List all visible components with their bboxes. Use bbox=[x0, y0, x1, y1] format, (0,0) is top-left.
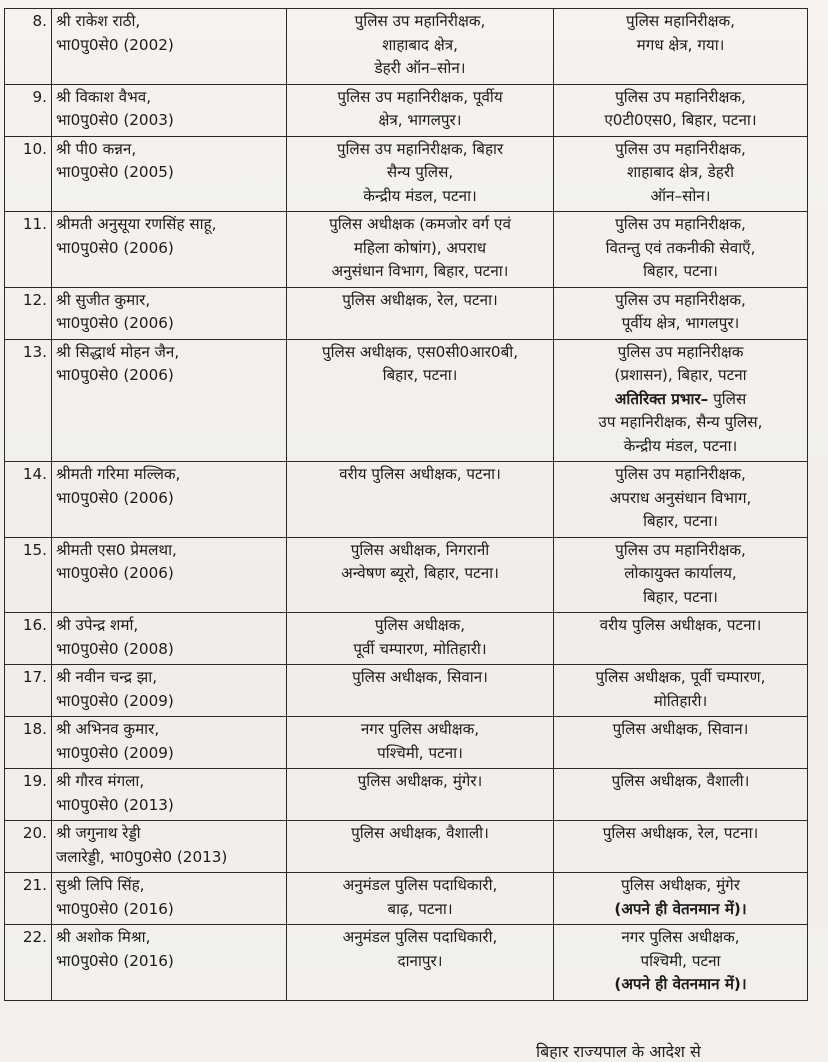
new-posting-line: पुलिस उप महानिरीक्षक, bbox=[615, 139, 746, 158]
table-row bbox=[5, 769, 808, 821]
officer-name-line: श्री विकाश वैभव, bbox=[56, 87, 152, 106]
new-posting bbox=[554, 537, 808, 613]
table-row bbox=[5, 136, 808, 212]
officer-name-line: भा0पु0से0 (2016) bbox=[56, 951, 174, 970]
current-posting bbox=[287, 136, 554, 212]
officer-name-line: श्री नवीन चन्द्र झा, bbox=[56, 668, 158, 686]
new-posting-line: मोतिहारी। bbox=[653, 691, 708, 710]
officer-name bbox=[52, 537, 287, 613]
current-posting-line: पुलिस उप महानिरीक्षक, bbox=[354, 12, 486, 30]
new-posting-line: पूर्वीय क्षेत्र, भागलपुर। bbox=[621, 314, 740, 332]
new-posting-line: बिहार, पटना। bbox=[643, 587, 718, 606]
new-posting-line: ऑन–सोन। bbox=[650, 186, 711, 205]
new-posting-line: वितन्तु एवं तकनीकी सेवाऍं, bbox=[605, 238, 756, 257]
officer-name-line: श्री सिद्धार्थ मोहन जैन, bbox=[56, 342, 180, 361]
officer-name bbox=[52, 665, 287, 717]
current-posting-line: केन्द्रीय मंडल, पटना। bbox=[363, 186, 477, 205]
new-posting-line: पुलिस उप महानिरीक्षक, bbox=[615, 465, 746, 483]
current-posting bbox=[287, 613, 554, 665]
current-posting bbox=[287, 9, 554, 85]
new-posting bbox=[554, 873, 808, 925]
table-body bbox=[5, 9, 808, 1001]
serial-number: 16. bbox=[5, 613, 52, 665]
new-posting-line: पुलिस उप महानिरीक्षक, bbox=[615, 215, 746, 233]
officer-name-line: भा0पु0से0 (2016) bbox=[56, 899, 174, 918]
table-row bbox=[5, 613, 808, 665]
current-posting-line: बिहार, पटना। bbox=[382, 366, 458, 384]
pay-scale-note: (अपने ही वेतनमान में)। bbox=[614, 899, 747, 918]
current-posting bbox=[287, 462, 554, 538]
officer-name bbox=[52, 769, 287, 821]
new-posting-line: वरीय पुलिस अधीक्षक, पटना। bbox=[599, 616, 762, 634]
officer-name-line: भा0पु0से0 (2009) bbox=[56, 691, 174, 710]
officer-name-line: श्री उपेन्द्र शर्मा, bbox=[56, 616, 139, 634]
additional-charge-text: पुलिस bbox=[713, 389, 747, 408]
current-posting bbox=[287, 84, 554, 136]
officer-name-line: श्रीमती अनुसूया रणसिंह साहू, bbox=[56, 215, 217, 233]
officer-name-line: भा0पु0से0 (2002) bbox=[56, 35, 174, 54]
table-row bbox=[5, 821, 808, 873]
officer-name bbox=[52, 212, 287, 288]
serial-number: 20. bbox=[5, 821, 52, 873]
officer-name-line: श्री अभिनव कुमार, bbox=[56, 720, 160, 738]
current-posting-line: पुलिस अधीक्षक, वैशाली। bbox=[351, 824, 489, 842]
officer-name-line: भा0पु0से0 (2006) bbox=[56, 366, 174, 384]
new-posting bbox=[554, 9, 808, 85]
officer-name bbox=[52, 613, 287, 665]
current-posting-line: सैन्य पुलिस, bbox=[386, 163, 454, 181]
officer-name bbox=[52, 821, 287, 873]
new-posting-line: पुलिस अधीक्षक, वैशाली। bbox=[611, 772, 750, 790]
current-posting-line: नगर पुलिस अधीक्षक, bbox=[360, 720, 480, 738]
new-posting bbox=[554, 821, 808, 873]
table-row bbox=[5, 537, 808, 613]
current-posting bbox=[287, 717, 554, 769]
new-posting bbox=[554, 925, 808, 1001]
officer-name bbox=[52, 873, 287, 925]
serial-number: 17. bbox=[5, 665, 52, 717]
current-posting-line: शाहाबाद क्षेत्र, bbox=[382, 35, 458, 54]
new-posting-line: ए0टी0एस0, बिहार, पटना। bbox=[604, 111, 757, 129]
officer-name-line: भा0पु0से0 (2006) bbox=[56, 238, 174, 257]
officer-name bbox=[52, 9, 287, 85]
new-posting bbox=[554, 665, 808, 717]
serial-number: 13. bbox=[5, 339, 52, 462]
current-posting bbox=[287, 873, 554, 925]
officer-name bbox=[52, 84, 287, 136]
officer-name-line: श्री जगुनाथ रेड्डी bbox=[56, 824, 141, 842]
new-posting bbox=[554, 287, 808, 339]
additional-charge-line: उप महानिरीक्षक, सैन्य पुलिस, bbox=[598, 413, 763, 431]
current-posting-line: अनुमंडल पुलिस पदाधिकारी, bbox=[342, 876, 498, 894]
new-posting-line: पुलिस उप महानिरीक्षक bbox=[617, 342, 744, 361]
new-posting bbox=[554, 717, 808, 769]
new-posting-line: पुलिस अधीक्षक, रेल, पटना। bbox=[602, 824, 759, 842]
officer-name-line: भा0पु0से0 (2009) bbox=[56, 743, 174, 762]
officer-name bbox=[52, 717, 287, 769]
current-posting-line: अन्वेषण ब्यूरो, बिहार, पटना। bbox=[341, 564, 499, 582]
table-row bbox=[5, 9, 808, 85]
officer-name-line: भा0पु0से0 (2008) bbox=[56, 639, 174, 658]
officer-name-line: भा0पु0से0 (2006) bbox=[56, 564, 174, 582]
current-posting-line: पुलिस अधीक्षक, एस0सी0आर0बी, bbox=[321, 342, 519, 361]
current-posting-line: पुलिस उप महानिरीक्षक, पूर्वीय bbox=[337, 87, 503, 106]
officer-name-line: सुश्री लिपि सिंह, bbox=[56, 876, 145, 894]
pay-scale-note: (अपने ही वेतनमान में)। bbox=[614, 975, 747, 993]
footer-authority-text: बिहार राज्यपाल के आदेश से bbox=[536, 1042, 701, 1061]
serial-number: 14. bbox=[5, 462, 52, 538]
table-row bbox=[5, 925, 808, 1001]
additional-charge-line bbox=[558, 388, 803, 412]
officer-name-line: भा0पु0से0 (2005) bbox=[56, 163, 174, 181]
current-posting-line: क्षेत्र, भागलपुर। bbox=[378, 111, 462, 129]
current-posting-line: दानापुर। bbox=[397, 951, 443, 970]
table-row bbox=[5, 212, 808, 288]
officer-name bbox=[52, 136, 287, 212]
new-posting bbox=[554, 84, 808, 136]
officer-name-line: भा0पु0से0 (2006) bbox=[56, 314, 174, 332]
table-row bbox=[5, 339, 808, 462]
current-posting bbox=[287, 769, 554, 821]
serial-number: 19. bbox=[5, 769, 52, 821]
table-row bbox=[5, 873, 808, 925]
new-posting-line: पुलिस महानिरीक्षक, bbox=[626, 12, 735, 30]
serial-number: 15. bbox=[5, 537, 52, 613]
new-posting-line: पुलिस उप महानिरीक्षक, bbox=[615, 87, 746, 106]
table-row bbox=[5, 462, 808, 538]
officer-name-line: भा0पु0से0 (2006) bbox=[56, 488, 174, 507]
serial-number: 21. bbox=[5, 873, 52, 925]
current-posting-line: पुलिस उप महानिरीक्षक, बिहार bbox=[336, 139, 504, 158]
serial-number: 22. bbox=[5, 925, 52, 1001]
new-posting-line: (प्रशासन), बिहार, पटना bbox=[614, 366, 747, 384]
serial-number: 9. bbox=[5, 84, 52, 136]
current-posting bbox=[287, 339, 554, 462]
transfer-order-table bbox=[4, 8, 808, 1001]
officer-name bbox=[52, 925, 287, 1001]
new-posting bbox=[554, 212, 808, 288]
officer-name-line: भा0पु0से0 (2013) bbox=[56, 795, 174, 814]
officer-name-line: श्री सुजीत कुमार, bbox=[56, 290, 151, 309]
current-posting-line: महिला कोषांग), अपराध bbox=[353, 238, 487, 257]
current-posting-line: पूर्वी चम्पारण, मोतिहारी। bbox=[353, 639, 487, 658]
officer-name-line: श्री पी0 कन्नन, bbox=[56, 139, 137, 158]
current-posting bbox=[287, 925, 554, 1001]
current-posting-line: पुलिस अधीक्षक, bbox=[374, 616, 466, 634]
officer-name bbox=[52, 287, 287, 339]
officer-name-line: श्रीमती गरिमा मल्लिक, bbox=[56, 465, 181, 483]
table-row bbox=[5, 665, 808, 717]
serial-number: 10. bbox=[5, 136, 52, 212]
new-posting bbox=[554, 462, 808, 538]
serial-number: 18. bbox=[5, 717, 52, 769]
current-posting bbox=[287, 537, 554, 613]
current-posting-line: पुलिस अधीक्षक (कमजोर वर्ग एवं bbox=[329, 215, 511, 233]
current-posting bbox=[287, 665, 554, 717]
serial-number: 12. bbox=[5, 287, 52, 339]
current-posting-line: अनुसंधान विभाग, बिहार, पटना। bbox=[331, 262, 509, 280]
current-posting-line: बाढ़, पटना। bbox=[387, 899, 453, 918]
current-posting-line: पश्चिमी, पटना। bbox=[377, 743, 463, 762]
officer-name-line: भा0पु0से0 (2003) bbox=[56, 111, 174, 129]
new-posting-line: लोकायुक्त कार्यालय, bbox=[624, 564, 737, 582]
officer-name-line: श्री राकेश राठी, bbox=[56, 12, 141, 30]
new-posting-line: पुलिस अधीक्षक, सिवान। bbox=[612, 720, 749, 738]
new-posting-line: पुलिस उप महानिरीक्षक, bbox=[615, 540, 746, 559]
officer-name bbox=[52, 462, 287, 538]
serial-number: 11. bbox=[5, 212, 52, 288]
officer-name-line: श्री अशोक मिश्रा, bbox=[56, 928, 151, 946]
new-posting bbox=[554, 613, 808, 665]
current-posting bbox=[287, 287, 554, 339]
serial-number: 8. bbox=[5, 9, 52, 85]
new-posting-line: पुलिस अधीक्षक, मुंगेर bbox=[621, 876, 740, 894]
new-posting-line: अपराध अनुसंधान विभाग, bbox=[609, 488, 752, 507]
new-posting bbox=[554, 339, 808, 462]
current-posting-line: अनुमंडल पुलिस पदाधिकारी, bbox=[342, 928, 498, 946]
new-posting bbox=[554, 769, 808, 821]
new-posting bbox=[554, 136, 808, 212]
new-posting-line: बिहार, पटना। bbox=[643, 262, 718, 280]
additional-charge-label: अतिरिक्त प्रभार– bbox=[614, 389, 709, 408]
current-posting-line: पुलिस अधीक्षक, मुंगेर। bbox=[357, 772, 483, 790]
table-row bbox=[5, 84, 808, 136]
officer-name-line: श्रीमती एस0 प्रेमलथा, bbox=[56, 540, 177, 559]
officer-name bbox=[52, 339, 287, 462]
current-posting-line: डेहरी ऑन–सोन। bbox=[374, 59, 466, 77]
current-posting-line: पुलिस अधीक्षक, रेल, पटना। bbox=[342, 290, 498, 309]
new-posting-line: पुलिस उप महानिरीक्षक, bbox=[615, 290, 746, 309]
officer-name-line: श्री गौरव मंगला, bbox=[56, 772, 145, 790]
new-posting-line: मगध क्षेत्र, गया। bbox=[636, 35, 725, 54]
new-posting-line: नगर पुलिस अधीक्षक, bbox=[621, 928, 740, 946]
current-posting bbox=[287, 212, 554, 288]
table-row bbox=[5, 287, 808, 339]
current-posting-line: वरीय पुलिस अधीक्षक, पटना। bbox=[339, 465, 501, 483]
new-posting-line: पश्चिमी, पटना bbox=[640, 951, 721, 970]
additional-charge-line: केन्द्रीय मंडल, पटना। bbox=[623, 436, 738, 455]
new-posting-line: शाहाबाद क्षेत्र, डेहरी bbox=[626, 163, 735, 181]
current-posting-line: पुलिस अधीक्षक, सिवान। bbox=[352, 668, 488, 686]
current-posting bbox=[287, 821, 554, 873]
table-row bbox=[5, 717, 808, 769]
current-posting-line: पुलिस अधीक्षक, निगरानी bbox=[350, 540, 490, 559]
new-posting-line: बिहार, पटना। bbox=[643, 512, 718, 530]
new-posting-line: पुलिस अधीक्षक, पूर्वी चम्पारण, bbox=[595, 668, 766, 686]
officer-name-line: जलारेड्डी, भा0पु0से0 (2013) bbox=[56, 847, 228, 866]
